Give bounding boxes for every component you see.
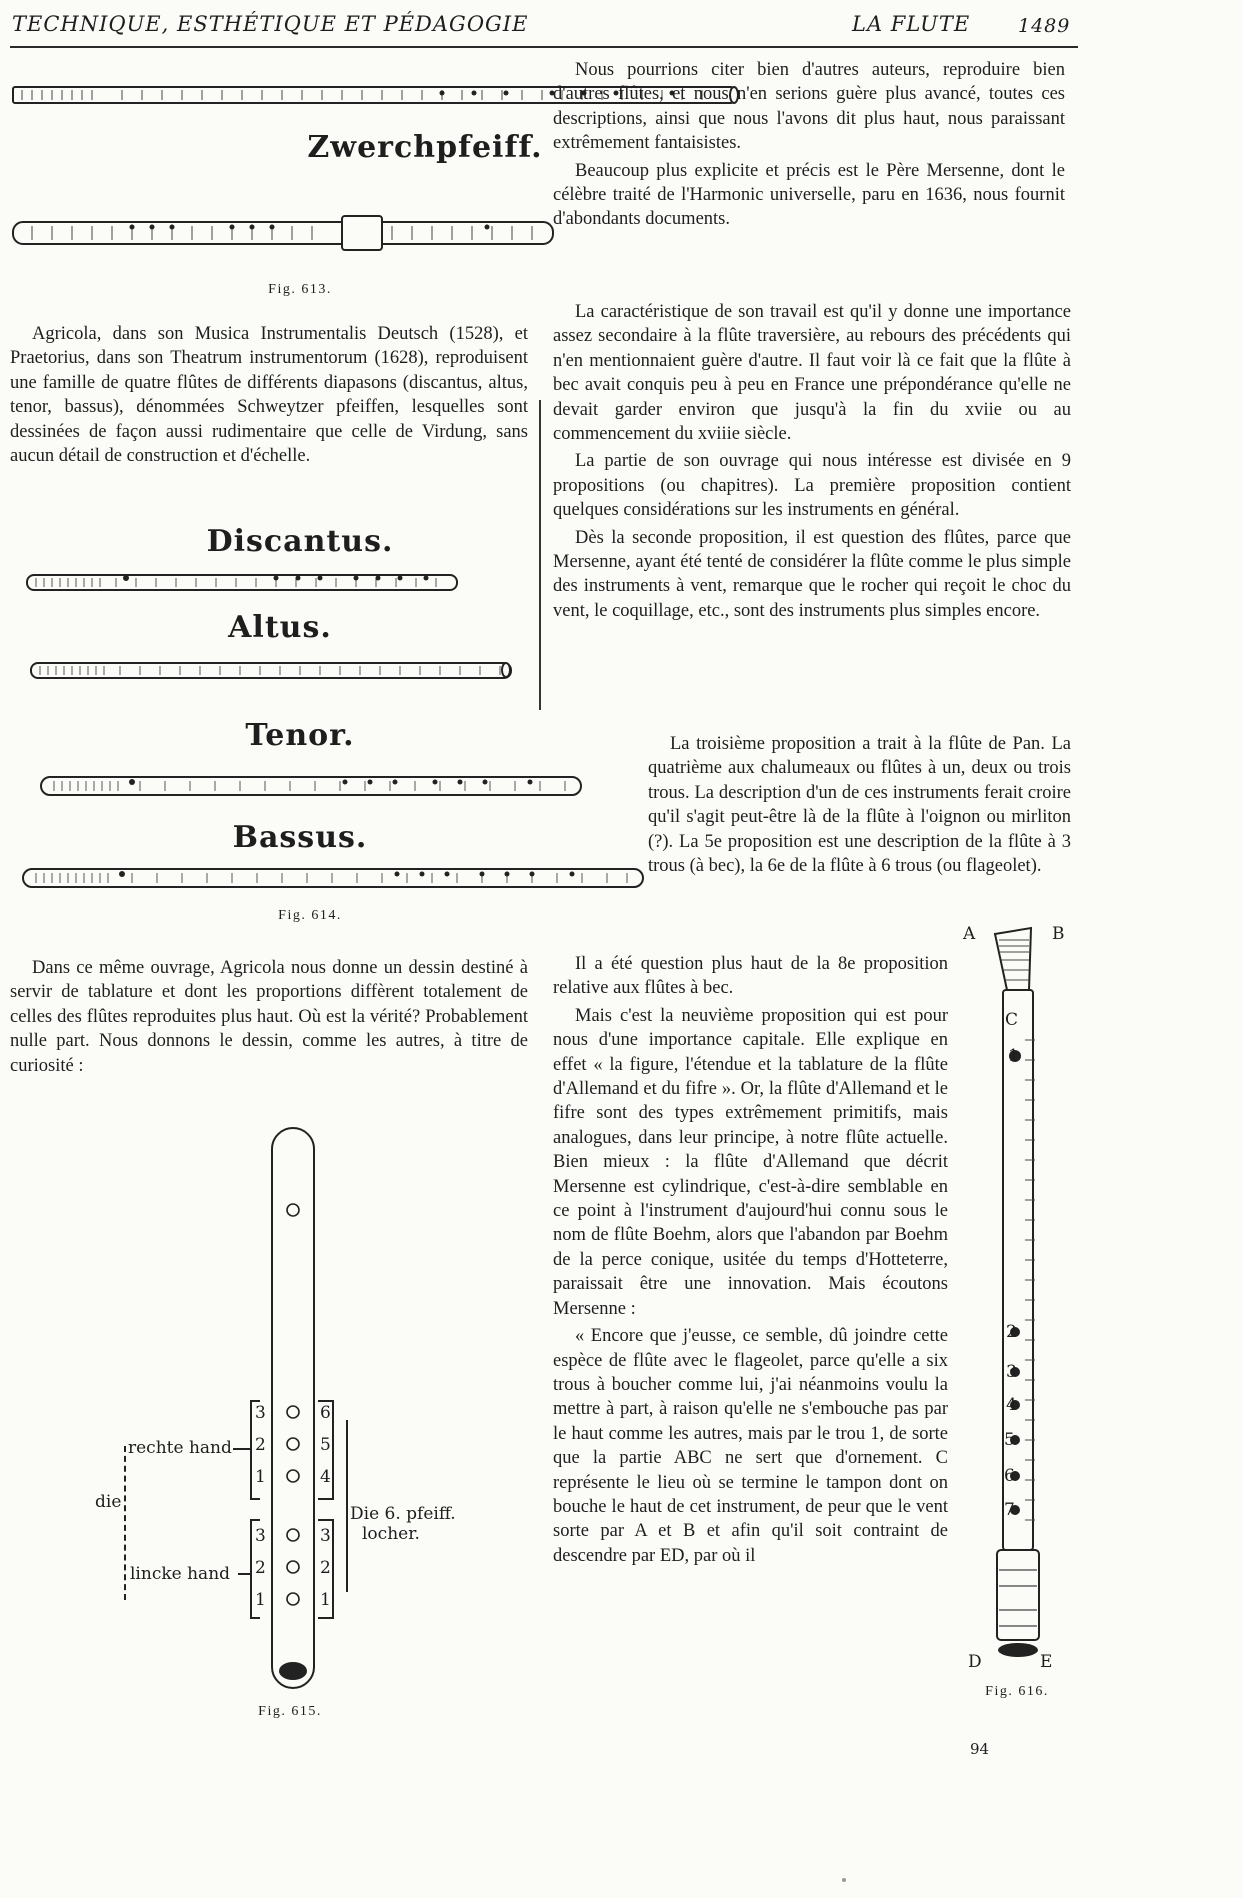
fig616-letter-a: A xyxy=(963,924,976,944)
fig615-die6-line2: locher. xyxy=(362,1524,420,1544)
right-para-4: La partie de son ouvrage qui nous intéresse est divisée en 9 propositions (ou chapitres). La première proposition contient quelques considérations sur les instruments en général. xyxy=(553,451,1071,521)
fig613-caption: Fig. 613. xyxy=(268,282,332,297)
running-title-left: TECHNIQUE, ESTHÉTIQUE ET PÉDAGOGIE xyxy=(12,12,529,36)
fig615-right-num-4: 3 xyxy=(320,1526,331,1546)
fig616-hole-num-6: 6 xyxy=(1004,1466,1015,1486)
right-para-8: Mais c'est la neuvième proposition qui est pour nous d'une importance capitale. Elle explique en effet « la figure, l'étendue et la tablature de la flûte d'Allemand et du fifre ». Or, la flûte d'Allemand et le fifre sont des types extrêmement primitifs, mais analogues, dans leur principe, à notre flûte actuelle. Bien mieux : la flûte d'Allemand que décrit Mersenne est cylindrique, c'est-à-dire semblable en ce point à l'instrument d'aujourd'hui connu sous le nom de flûte Boehm, alors que l'abandon par Boehm de la perce conique, usitée du temps d'Hotteterre, paraissait être une innovation. Mais écoutons Mersenne : xyxy=(553,1005,948,1319)
fig616-letter-b: B xyxy=(1052,924,1065,944)
left-paragraph-2 xyxy=(10,956,528,1081)
right-text-p6 xyxy=(648,732,1071,881)
right-text-top xyxy=(553,58,1065,235)
right-para-2: Beaucoup plus explicite et précis est le Père Mersenne, dont le célèbre traité de l'Harmonic universelle, paru en 1636, nous fournit d'abondants documents. xyxy=(553,160,1065,230)
fig615-die-label: die xyxy=(95,1492,122,1512)
fig616-hole-num-2: 2 xyxy=(1006,1322,1017,1342)
fig616-letter-e: E xyxy=(1040,1652,1053,1672)
fig616-hole-num-5: 5 xyxy=(1004,1430,1015,1450)
fig615-right-num-3: 4 xyxy=(320,1467,331,1487)
fig614-flute-bassus xyxy=(22,864,652,892)
right-text-middle xyxy=(553,300,1071,626)
header-rule xyxy=(10,46,1078,48)
fig615-right-num-2: 5 xyxy=(320,1435,331,1455)
left-para-2: Dans ce même ouvrage, Agricola nous donne un dessin destiné à servir de tablature et dont les proportions diffèrent totalement de celles des flûtes reproduites plus haut. Où est la vérité? Probablement nulle part. Nous donnons le dessin, comme les autres, à titre de curiosité : xyxy=(10,958,528,1076)
fig615-lincke-hand-line xyxy=(238,1573,250,1575)
fig615-left-num-4: 3 xyxy=(255,1526,266,1546)
left-para-1: Agricola, dans son Musica Instrumentalis Deutsch (1528), et Praetorius, dans son Theatrum instrumentorum (1628), reproduisent une famille de quatre flûtes de différents diapasons (discantus, altus, tenor, bassus), dénommées Schweytzer pfeiffen, lesquelles sont dessinées de façon aussi rudimentaire que celle de Virdung, sans aucun détail de construction et d'échelle. xyxy=(10,324,528,467)
fig616-flute-diagram xyxy=(985,920,1055,1680)
fig616-hole-num-7: 7 xyxy=(1004,1500,1015,1520)
fig615-left-num-1: 3 xyxy=(255,1403,266,1423)
fig613-flute-bottom xyxy=(12,212,557,252)
fig614-flute-altus xyxy=(30,658,520,682)
fig615-right-num-5: 2 xyxy=(320,1558,331,1578)
scan-speck xyxy=(842,1878,846,1882)
fig615-rechte-hand-line xyxy=(233,1448,250,1450)
fig615-lincke-hand-label: lincke hand xyxy=(130,1564,231,1584)
right-para-6: La troisième proposition a trait à la flûte de Pan. La quatrième aux chalumeaux ou flûtes à un, deux ou trois trous. La description d'un de ces instruments ferait croire qu'il s'agit peut-être là de la flûte à l'oignon ou mirliton (?). La 5e proposition est une description de la flûte à 3 trous (à bec), la 6e de la flûte à 6 trous (ou flageolet). xyxy=(648,734,1071,877)
fig615-caption: Fig. 615. xyxy=(258,1704,322,1719)
fig614-label-altus: Altus. xyxy=(228,610,332,645)
right-text-lower xyxy=(553,952,948,1571)
fig616-hole-num-1: 1 xyxy=(1008,1046,1019,1066)
left-paragraph-1 xyxy=(10,322,528,471)
page-number-footer: 94 xyxy=(970,1740,990,1758)
right-para-5: Dès la seconde proposition, il est question des flûtes, parce que Mersenne, ayant été tenté de considérer la flûte comme le plus simple des instruments à vent, remarque que le rocher qui reçoit le choc du vent, le coquillage, etc., sont des instruments plus simples encore. xyxy=(553,527,1071,621)
fig614-label-bassus: Bassus. xyxy=(232,820,368,855)
right-para-3: La caractéristique de son travail est qu'il y donne une importance assez secondaire à la flûte traversière, au rebours des précédents qui n'en mentionnaient guère d'autre. Il faut voir là ce fait que la flûte à bec avait conquis peu à peu en France une prépondérance qu'elle ne devait garder environ que jusqu'à la fin du xviie ou au commencement du xviiie siècle. xyxy=(553,302,1071,445)
fig614-label-tenor: Tenor. xyxy=(245,718,355,753)
fig615-left-num-3: 1 xyxy=(255,1467,266,1487)
fig614-flute-tenor xyxy=(40,772,590,800)
running-title-right: LA FLUTE xyxy=(852,12,971,36)
fig615-right-num-6: 1 xyxy=(320,1590,331,1610)
right-para-7: Il a été question plus haut de la 8e proposition relative aux flûtes à bec. xyxy=(553,954,948,999)
fig613-title: Zwerchpfeiff. xyxy=(307,130,543,165)
right-para-9: « Encore que j'eusse, ce semble, dû joindre cette espèce de flûte avec le flageolet, parce qu'elle a six trous à boucher comme lui, j'ai néanmoins voulu la mettre à part, à raison qu'elle ne s'embouche pas par le haut comme les autres, mais par le trou 1, de sorte que la partie ABC ne sert que d'ornement. C représente le lieu où se termine le tampon dont on bouche le haut de cet instrument, de peur que le vent sorte par A et B et afin qu'il soit contraint de descendre par ED, par où il xyxy=(553,1326,948,1566)
fig615-right-num-1: 6 xyxy=(320,1403,331,1423)
fig616-letter-c: C xyxy=(1005,1010,1019,1030)
fig614-caption: Fig. 614. xyxy=(278,908,342,923)
fig616-hole-num-4: 4 xyxy=(1006,1395,1017,1415)
fig615-left-num-5: 2 xyxy=(255,1558,266,1578)
fig615-left-num-6: 1 xyxy=(255,1590,266,1610)
fig615-die6-line1: Die 6. pfeiff. xyxy=(350,1504,456,1524)
fig615-right-outer-bracket xyxy=(338,1420,348,1592)
fig615-left-num-2: 2 xyxy=(255,1435,266,1455)
right-para-1: Nous pourrions citer bien d'autres auteurs, reproduire bien d'autres flûtes, et nous n'en serions guère plus avancé, toutes ces descriptions, ainsi que nous l'avons dit plus haut, nous paraissant extrêmement fantaisistes. xyxy=(553,60,1065,154)
fig616-caption: Fig. 616. xyxy=(985,1684,1049,1699)
fig615-flute-diagram xyxy=(270,1126,320,1696)
fig614-flute-discantus xyxy=(26,570,466,594)
fig614-label-discantus: Discantus. xyxy=(206,524,394,559)
page-number: 1489 xyxy=(1018,15,1071,37)
fig616-letter-d: D xyxy=(968,1652,982,1672)
column-divider xyxy=(539,400,541,710)
fig616-hole-num-3: 3 xyxy=(1006,1362,1017,1382)
fig615-rechte-hand-label: rechte hand xyxy=(128,1438,232,1458)
